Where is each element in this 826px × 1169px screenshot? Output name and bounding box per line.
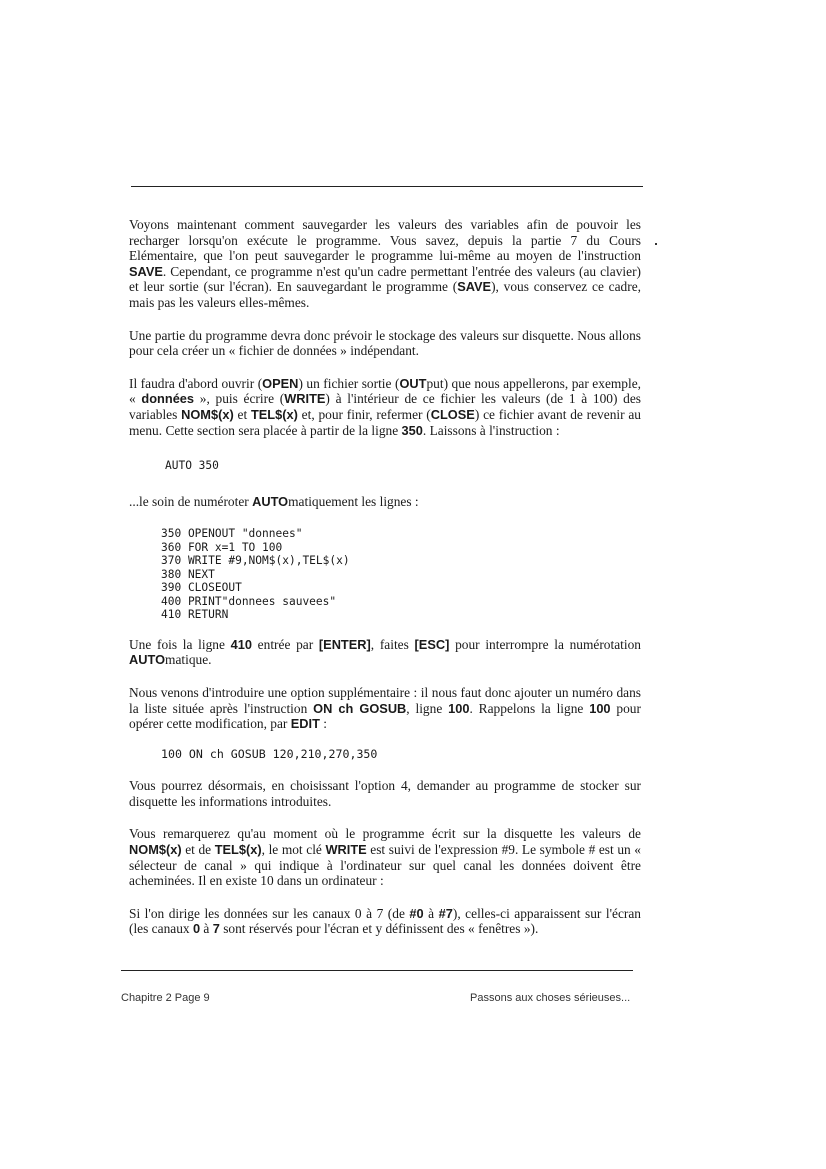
paragraph-7: Vous pourrez désormais, en choisissant l'option 4, demander au programme de stocker sur disquette les informations introduites. <box>129 778 641 809</box>
footer-chapter-title: Passons aux choses sérieuses... <box>470 992 631 1004</box>
keyword: NOM$(x) <box>129 841 182 857</box>
footer-page-number: Chapitre 2 Page 9 <box>121 992 210 1004</box>
keyword: #7 <box>438 905 453 921</box>
code-gosub: 100 ON ch GOSUB 120,210,270,350 <box>161 746 378 761</box>
paragraph-5: Une fois la ligne 410 entrée par [ENTER], faites [ESC] pour interrompre la numérotation AUTOmatique. <box>129 636 641 668</box>
paragraph-1: Voyons maintenant comment sauvegarder les valeurs des variables afin de pouvoir les recharger lorsqu'on exécute le programme. Vous savez, depuis la partie 7 du Cours Elémentaire, que l'on peut sauvegarder le programme lui-même au moyen de l'instruction SAVE. Cependant, ce programme n'est qu'un cadre permettant l'entrée des valeurs (au clavier) et leur sortie (sur l'écran). En sauvegardant le programme (SAVE), vous conservez ce cadre, mais pas les valeurs elles-mêmes. <box>129 217 641 310</box>
keyword: EDIT <box>290 716 320 732</box>
keyword: 7 <box>212 921 220 937</box>
keyword: WRITE <box>284 391 326 407</box>
margin-mark <box>655 243 657 245</box>
keyword: SAVE <box>457 279 492 295</box>
top-rule <box>131 186 643 187</box>
keyword: 350 <box>401 422 423 438</box>
paragraph-3: Il faudra d'abord ouvrir (OPEN) un fichier sortie (OUTput) que nous appellerons, par exemple, « données », puis écrire (WRITE) à l'intérieur de ce fichier les valeurs (de 1 à 100) des variables NOM$(x) et TEL$(x) et, pour finir, refermer (CLOSE) ce fichier avant de revenir au menu. Cette section sera placée à partir de la ligne 350. Laissons à l'instruction : <box>129 375 642 438</box>
keyword: AUTO <box>129 652 166 668</box>
keyword: NOM$(x) <box>181 406 234 422</box>
paragraph-2: Une partie du programme devra donc prévoir le stockage des valeurs sur disquette. Nous allons pour cela créer un « fichier de données » indépendant. <box>129 327 641 359</box>
keyword: ON ch GOSUB <box>313 700 407 716</box>
keyword: 100 <box>448 700 470 716</box>
keyword: 100 <box>589 700 611 716</box>
keyword: OUT <box>399 375 427 391</box>
code-listing: 350 OPENOUT "donnees" 360 FOR x=1 TO 100 370 WRITE #9,NOM$(x),TEL$(x) 380 NEXT 390 CLOSEOUT 400 PRINT"donnees sauvees" 410 RETURN <box>161 527 350 622</box>
paragraph-6: Nous venons d'introduire une option supplémentaire : il nous faut donc ajouter un numéro dans la liste située après l'instruction ON ch GOSUB, ligne 100. Rappelons la ligne 100 pour opérer cette modification, par EDIT : <box>129 684 641 732</box>
keyword: WRITE <box>325 841 367 857</box>
bottom-rule <box>121 970 633 971</box>
code-auto: AUTO 350 <box>165 459 219 473</box>
keyword: TEL$(x) <box>214 841 262 857</box>
keyword: OPEN <box>262 375 299 391</box>
paragraph-4: ...le soin de numéroter AUTOmatiquement les lignes : <box>129 493 419 509</box>
keyword: données <box>141 391 195 407</box>
paragraph-8: Vous remarquerez qu'au moment où le programme écrit sur la disquette les valeurs de NOM$(x) et de TEL$(x), le mot clé WRITE est suivi de l'expression #9. Le symbole # est un « sélecteur de canal » qui indique à l'ordinateur sur quel canal les données doivent être acheminées. Il en existe 10 dans un ordinateur : <box>129 826 641 889</box>
keyword: 410 <box>230 636 252 652</box>
paragraph-9: Si l'on dirige les données sur les canaux 0 à 7 (de #0 à #7), celles-ci apparaissent sur l'écran (les canaux 0 à 7 sont réservés pour l'écran et y définissent des « fenêtres »). <box>129 905 641 937</box>
keyword: CLOSE <box>430 406 475 422</box>
keyword: TEL$(x) <box>250 406 298 422</box>
keyword: 0 <box>192 921 201 937</box>
keyword: SAVE <box>129 263 163 279</box>
keyword: [ESC] <box>414 636 450 652</box>
keyword: #0 <box>409 905 424 921</box>
page-body <box>129 217 641 954</box>
keyword: [ENTER] <box>318 636 371 652</box>
keyword: AUTO <box>252 493 289 509</box>
